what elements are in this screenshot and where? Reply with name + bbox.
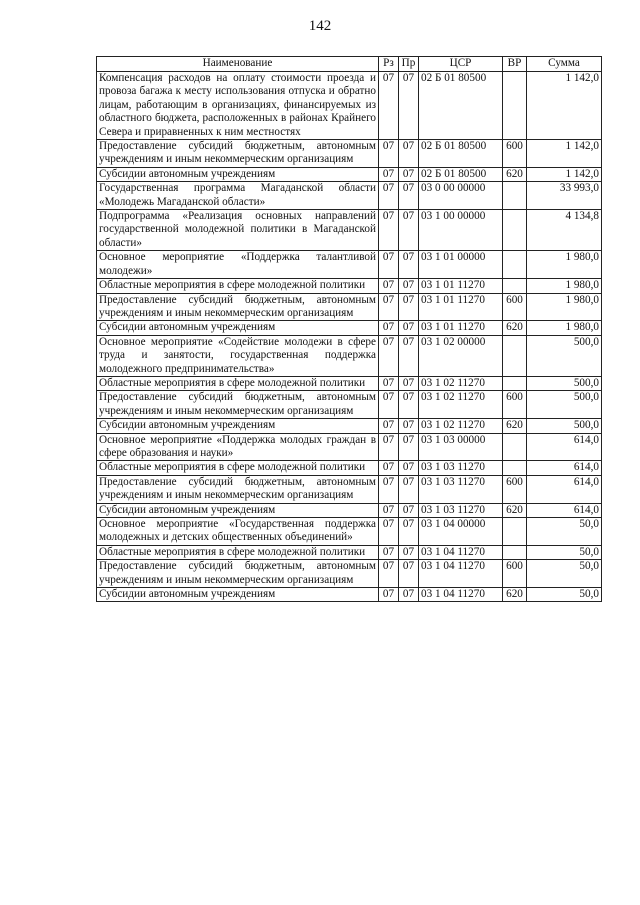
table-row	[97, 251, 602, 279]
cell-csr: 03 1 04 00000	[419, 518, 503, 546]
cell-sum: 1 980,0	[527, 251, 602, 279]
table-row	[97, 461, 602, 475]
cell-rz: 07	[379, 588, 399, 602]
cell-rz: 07	[379, 335, 399, 376]
cell-name: Областные мероприятия в сфере молодежной политики	[97, 545, 379, 559]
cell-rz: 07	[379, 279, 399, 293]
cell-csr: 03 1 02 11270	[419, 376, 503, 390]
cell-csr: 03 1 00 00000	[419, 210, 503, 251]
table-row	[97, 279, 602, 293]
cell-name: Областные мероприятия в сфере молодежной политики	[97, 461, 379, 475]
table-row	[97, 210, 602, 251]
header-csr: ЦСР	[419, 57, 503, 72]
cell-name: Предоставление субсидий бюджетным, автономным учреждениям и иным некоммерческим организациям	[97, 140, 379, 168]
table-row	[97, 140, 602, 168]
cell-name: Субсидии автономным учреждениям	[97, 588, 379, 602]
cell-sum: 1 142,0	[527, 140, 602, 168]
cell-pr: 07	[399, 588, 419, 602]
cell-pr: 07	[399, 321, 419, 335]
budget-table	[96, 56, 602, 602]
cell-vr: 620	[503, 321, 527, 335]
cell-sum: 500,0	[527, 391, 602, 419]
cell-pr: 07	[399, 560, 419, 588]
cell-vr: 600	[503, 391, 527, 419]
cell-pr: 07	[399, 475, 419, 503]
table-row	[97, 433, 602, 461]
cell-rz: 07	[379, 72, 399, 140]
table-row	[97, 335, 602, 376]
cell-csr: 03 1 01 11270	[419, 293, 503, 321]
cell-vr	[503, 545, 527, 559]
cell-sum: 1 980,0	[527, 321, 602, 335]
cell-rz: 07	[379, 321, 399, 335]
cell-name: Областные мероприятия в сфере молодежной политики	[97, 376, 379, 390]
cell-name: Подпрограмма «Реализация основных направлений государственной молодежной политики в Магаданской области»	[97, 210, 379, 251]
cell-name: Государственная программа Магаданской области «Молодежь Магаданской области»	[97, 182, 379, 210]
cell-sum: 50,0	[527, 560, 602, 588]
cell-sum: 500,0	[527, 335, 602, 376]
cell-csr: 02 Б 01 80500	[419, 72, 503, 140]
header-sum: Сумма	[527, 57, 602, 72]
cell-vr	[503, 461, 527, 475]
cell-pr: 07	[399, 545, 419, 559]
cell-rz: 07	[379, 182, 399, 210]
table-row	[97, 588, 602, 602]
cell-csr: 03 1 01 11270	[419, 321, 503, 335]
cell-name: Компенсация расходов на оплату стоимости проезда и провоза багажа к месту использования отпуска и обратно лицам, работающим в организациях, финансируемых из областного бюджета, расположенных в районах Крайнего Севера и приравненных к ним местностях	[97, 72, 379, 140]
cell-csr: 03 1 02 11270	[419, 419, 503, 433]
cell-vr	[503, 72, 527, 140]
cell-vr	[503, 251, 527, 279]
cell-name: Основное мероприятие «Поддержка талантливой молодежи»	[97, 251, 379, 279]
table-row	[97, 560, 602, 588]
cell-sum: 500,0	[527, 376, 602, 390]
cell-csr: 03 1 03 11270	[419, 475, 503, 503]
cell-sum: 50,0	[527, 545, 602, 559]
cell-sum: 1 142,0	[527, 167, 602, 181]
cell-sum: 1 980,0	[527, 293, 602, 321]
table-row	[97, 376, 602, 390]
cell-pr: 07	[399, 433, 419, 461]
cell-pr: 07	[399, 335, 419, 376]
table-row	[97, 503, 602, 517]
cell-name: Субсидии автономным учреждениям	[97, 503, 379, 517]
header-pr: Пр	[399, 57, 419, 72]
cell-pr: 07	[399, 293, 419, 321]
table-row	[97, 72, 602, 140]
cell-csr: 03 1 04 11270	[419, 560, 503, 588]
cell-rz: 07	[379, 140, 399, 168]
cell-vr: 620	[503, 167, 527, 181]
cell-rz: 07	[379, 376, 399, 390]
cell-sum: 1 980,0	[527, 279, 602, 293]
page-number: 142	[308, 18, 332, 34]
table-row	[97, 545, 602, 559]
header-name: Наименование	[97, 57, 379, 72]
cell-name: Субсидии автономным учреждениям	[97, 167, 379, 181]
table-row	[97, 167, 602, 181]
cell-vr	[503, 518, 527, 546]
cell-vr	[503, 335, 527, 376]
cell-name: Основное мероприятие «Государственная поддержка молодежных и детских общественных объединений»	[97, 518, 379, 546]
cell-name: Предоставление субсидий бюджетным, автономным учреждениям и иным некоммерческим организациям	[97, 293, 379, 321]
header-vr: ВР	[503, 57, 527, 72]
cell-pr: 07	[399, 391, 419, 419]
table-row	[97, 321, 602, 335]
cell-sum: 33 993,0	[527, 182, 602, 210]
cell-rz: 07	[379, 545, 399, 559]
cell-vr: 600	[503, 475, 527, 503]
cell-vr: 600	[503, 140, 527, 168]
cell-pr: 07	[399, 461, 419, 475]
cell-name: Субсидии автономным учреждениям	[97, 321, 379, 335]
cell-pr: 07	[399, 503, 419, 517]
cell-sum: 614,0	[527, 433, 602, 461]
cell-csr: 03 1 01 00000	[419, 251, 503, 279]
cell-rz: 07	[379, 251, 399, 279]
cell-vr	[503, 433, 527, 461]
cell-sum: 50,0	[527, 588, 602, 602]
cell-vr: 600	[503, 293, 527, 321]
cell-name: Основное мероприятие «Содействие молодежи в сфере труда и занятости, государственная поддержка молодежного предпринимательства»	[97, 335, 379, 376]
cell-name: Предоставление субсидий бюджетным, автономным учреждениям и иным некоммерческим организациям	[97, 391, 379, 419]
table-row	[97, 293, 602, 321]
cell-vr: 620	[503, 419, 527, 433]
cell-csr: 03 1 01 11270	[419, 279, 503, 293]
table-row	[97, 419, 602, 433]
cell-pr: 07	[399, 518, 419, 546]
cell-pr: 07	[399, 376, 419, 390]
cell-sum: 50,0	[527, 518, 602, 546]
cell-name: Предоставление субсидий бюджетным, автономным учреждениям и иным некоммерческим организациям	[97, 475, 379, 503]
cell-pr: 07	[399, 210, 419, 251]
cell-rz: 07	[379, 433, 399, 461]
cell-vr	[503, 279, 527, 293]
cell-csr: 03 1 04 11270	[419, 545, 503, 559]
cell-pr: 07	[399, 167, 419, 181]
cell-csr: 02 Б 01 80500	[419, 167, 503, 181]
cell-rz: 07	[379, 560, 399, 588]
cell-csr: 02 Б 01 80500	[419, 140, 503, 168]
cell-rz: 07	[379, 503, 399, 517]
table-row	[97, 182, 602, 210]
cell-pr: 07	[399, 251, 419, 279]
cell-rz: 07	[379, 475, 399, 503]
table-body	[97, 72, 602, 602]
cell-name: Основное мероприятие «Поддержка молодых граждан в сфере образования и науки»	[97, 433, 379, 461]
table-row	[97, 518, 602, 546]
cell-name: Субсидии автономным учреждениям	[97, 419, 379, 433]
cell-vr: 620	[503, 503, 527, 517]
cell-pr: 07	[399, 182, 419, 210]
table-header-row	[97, 57, 602, 72]
cell-name: Областные мероприятия в сфере молодежной политики	[97, 279, 379, 293]
cell-csr: 03 1 02 11270	[419, 391, 503, 419]
cell-rz: 07	[379, 293, 399, 321]
cell-name: Предоставление субсидий бюджетным, автономным учреждениям и иным некоммерческим организациям	[97, 560, 379, 588]
cell-csr: 03 1 04 11270	[419, 588, 503, 602]
cell-sum: 500,0	[527, 419, 602, 433]
cell-vr: 620	[503, 588, 527, 602]
header-rz: Рз	[379, 57, 399, 72]
cell-pr: 07	[399, 279, 419, 293]
cell-csr: 03 0 00 00000	[419, 182, 503, 210]
cell-pr: 07	[399, 72, 419, 140]
cell-rz: 07	[379, 210, 399, 251]
cell-sum: 4 134,8	[527, 210, 602, 251]
cell-rz: 07	[379, 461, 399, 475]
cell-rz: 07	[379, 167, 399, 181]
cell-vr	[503, 182, 527, 210]
cell-pr: 07	[399, 140, 419, 168]
cell-sum: 614,0	[527, 461, 602, 475]
cell-csr: 03 1 02 00000	[419, 335, 503, 376]
cell-rz: 07	[379, 391, 399, 419]
cell-rz: 07	[379, 518, 399, 546]
table-row	[97, 391, 602, 419]
cell-csr: 03 1 03 00000	[419, 433, 503, 461]
cell-sum: 614,0	[527, 475, 602, 503]
cell-sum: 1 142,0	[527, 72, 602, 140]
cell-csr: 03 1 03 11270	[419, 503, 503, 517]
cell-rz: 07	[379, 419, 399, 433]
cell-vr	[503, 376, 527, 390]
cell-pr: 07	[399, 419, 419, 433]
cell-vr	[503, 210, 527, 251]
cell-csr: 03 1 03 11270	[419, 461, 503, 475]
table-row	[97, 475, 602, 503]
cell-vr: 600	[503, 560, 527, 588]
cell-sum: 614,0	[527, 503, 602, 517]
